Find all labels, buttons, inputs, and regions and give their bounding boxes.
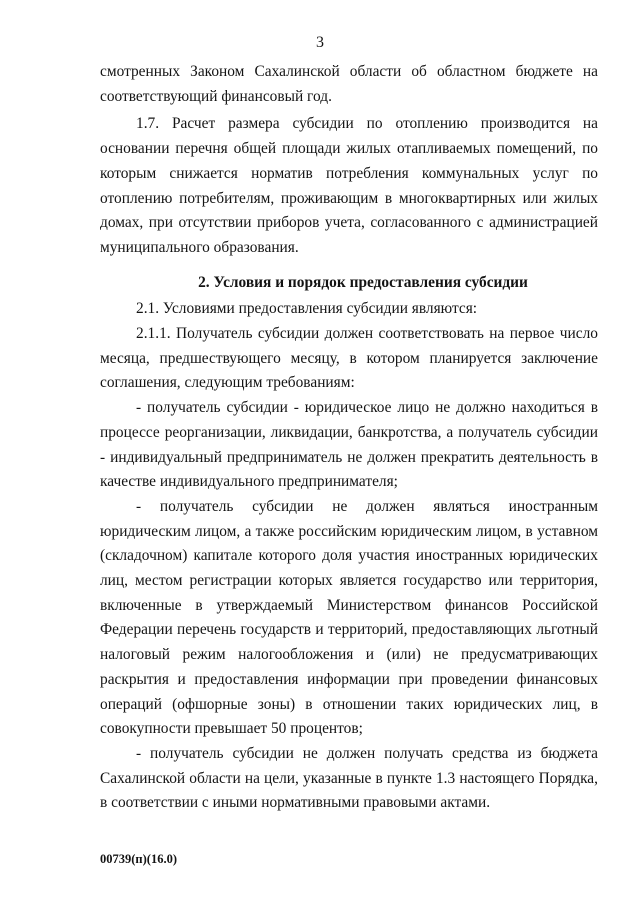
- page-number: 3: [316, 34, 324, 51]
- section-heading: 2. Условия и порядок предоставления субсидии: [198, 273, 528, 291]
- paragraph-1-7: 1.7. Расчет размера субсидии по отоплению производится на основании перечня общей площади жилых отапливаемых помещений, по которым снижается норматив потребления коммунальных услуг по отоплению потребителям, проживающим в многоквартирных или жилых домах, при отсутствии приборов учета, согласованного с администрацией муниципального образования.: [100, 115, 598, 256]
- document-body: [100, 60, 598, 816]
- requirement-item-budget-funds: - получатель субсидии не должен получать средства из бюджета Сахалинской области на цели, указанные в пункте 1.3 настоящего Порядка, в соответствии с иными нормативными правовыми актами.: [100, 744, 598, 812]
- paragraph-continuation: смотренных Законом Сахалинской области об областном бюджете на соответствующий финансовый год.: [100, 63, 598, 105]
- document-code: 00739(п)(16.0): [100, 852, 177, 866]
- paragraph-2-1-1: 2.1.1. Получатель субсидии должен соответствовать на первое число месяца, предшествующего месяцу, в котором планируется заключение соглашения, следующим требованиям:: [100, 325, 598, 392]
- paragraph-2-1: 2.1. Условиями предоставления субсидии являются:: [136, 300, 478, 318]
- requirement-item-foreign-entity: - получатель субсидии не должен являться иностранным юридическим лицом, а также российским юридическим лицом, в уставном (складочном) капитале которого доля участия иностранных юридических лиц, местом регистрации которых является государство или территория, включенные в утверждаемый Министерством финансов Российской Федерации перечень государств и территорий, предоставляющих льготный налоговый режим налогообложения и (или) не предусматривающих раскрытия и предоставления информации при проведении финансовых операций (офшорные зоны) в отношении таких юридических лиц, в совокупности превышает 50 процентов;: [100, 497, 598, 738]
- requirement-item-reorganization: - получатель субсидии - юридическое лицо не должно находиться в процессе реорганизации, ликвидации, банкротства, а получатель субсидии - индивидуальный предприниматель не должен прекратить деятельность в качестве индивидуального предпринимателя;: [100, 399, 598, 491]
